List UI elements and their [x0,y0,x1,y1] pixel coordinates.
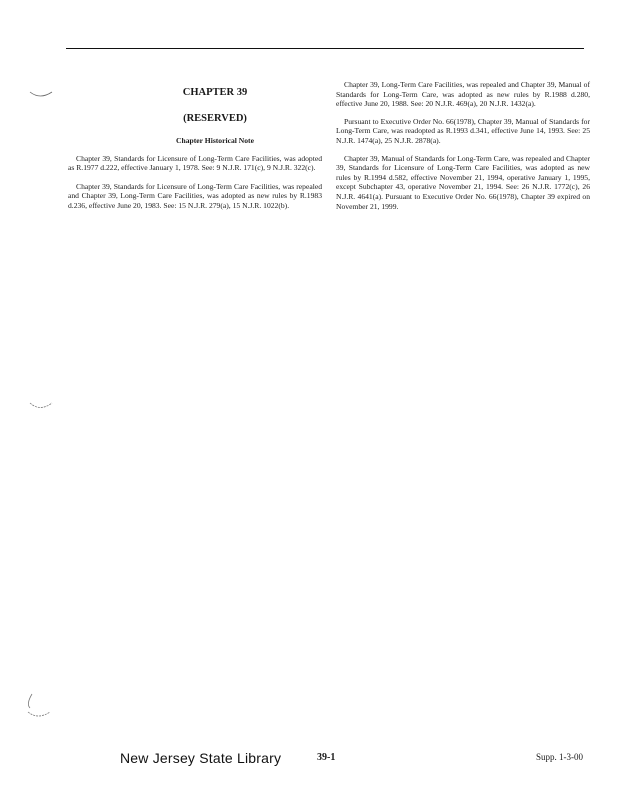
chapter-status: (RESERVED) [183,113,247,124]
scan-artifact-mark [28,398,54,414]
header-rule [66,48,584,49]
page-number: 39-1 [317,752,336,763]
scan-artifact-mark [24,690,54,720]
historical-note-heading: Chapter Historical Note [176,136,254,145]
supplement-date: Supp. 1-3-00 [536,752,583,762]
historical-note-paragraph: Chapter 39, Manual of Standards for Long-Term Care, was repealed and Chapter 39, Standards for Licensure of Long-Term Care Facilities, was adopted as new rules by R.1994 d.582, effective November 21, 1994, operative January 1, 1995, except Subchapter 43, operative November 21, 1994. See: 26 N.J.R. 1772(c), 26 N.J.R. 4641(a). Pursuant to Executive Order No. 66(1978), Chapter 39 expired on November 21, 1999. [336,153,590,211]
historical-note-paragraph: Chapter 39, Standards for Licensure of Long-Term Care Facilities, was adopted as R.1977 d.222, effective January 1, 1978. See: 9 N.J.R. 171(c), 9 N.J.R. 322(c). [68,153,322,173]
library-stamp: New Jersey State Library [120,750,282,766]
right-column [336,80,590,219]
scan-artifact-mark [28,86,54,102]
chapter-title: CHAPTER 39 [182,87,248,98]
historical-note-paragraph: Chapter 39, Standards for Licensure of Long-Term Care Facilities, was repealed and Chapter 39, Long-Term Care Facilities, was adopted as new rules by R.1983 d.236, effective June 20, 1983. See: 15 N.J.R. 279(a), 15 N.J.R. 1022(b). [68,181,322,210]
historical-note-paragraph: Chapter 39, Long-Term Care Facilities, was repealed and Chapter 39, Manual of Standards for Long-Term Care, was adopted as new rules by R.1988 d.280, effective June 20, 1988. See: 20 N.J.R. 469(a), 20 N.J.R. 1432(a). [336,80,590,109]
left-column [68,80,322,220]
historical-note-paragraph: Pursuant to Executive Order No. 66(1978), Chapter 39, Manual of Standards for Long-Term Care, was readopted as R.1993 d.341, effective June 14, 1993. See: 25 N.J.R. 1474(a), 25 N.J.R. 2878(a). [336,116,590,145]
